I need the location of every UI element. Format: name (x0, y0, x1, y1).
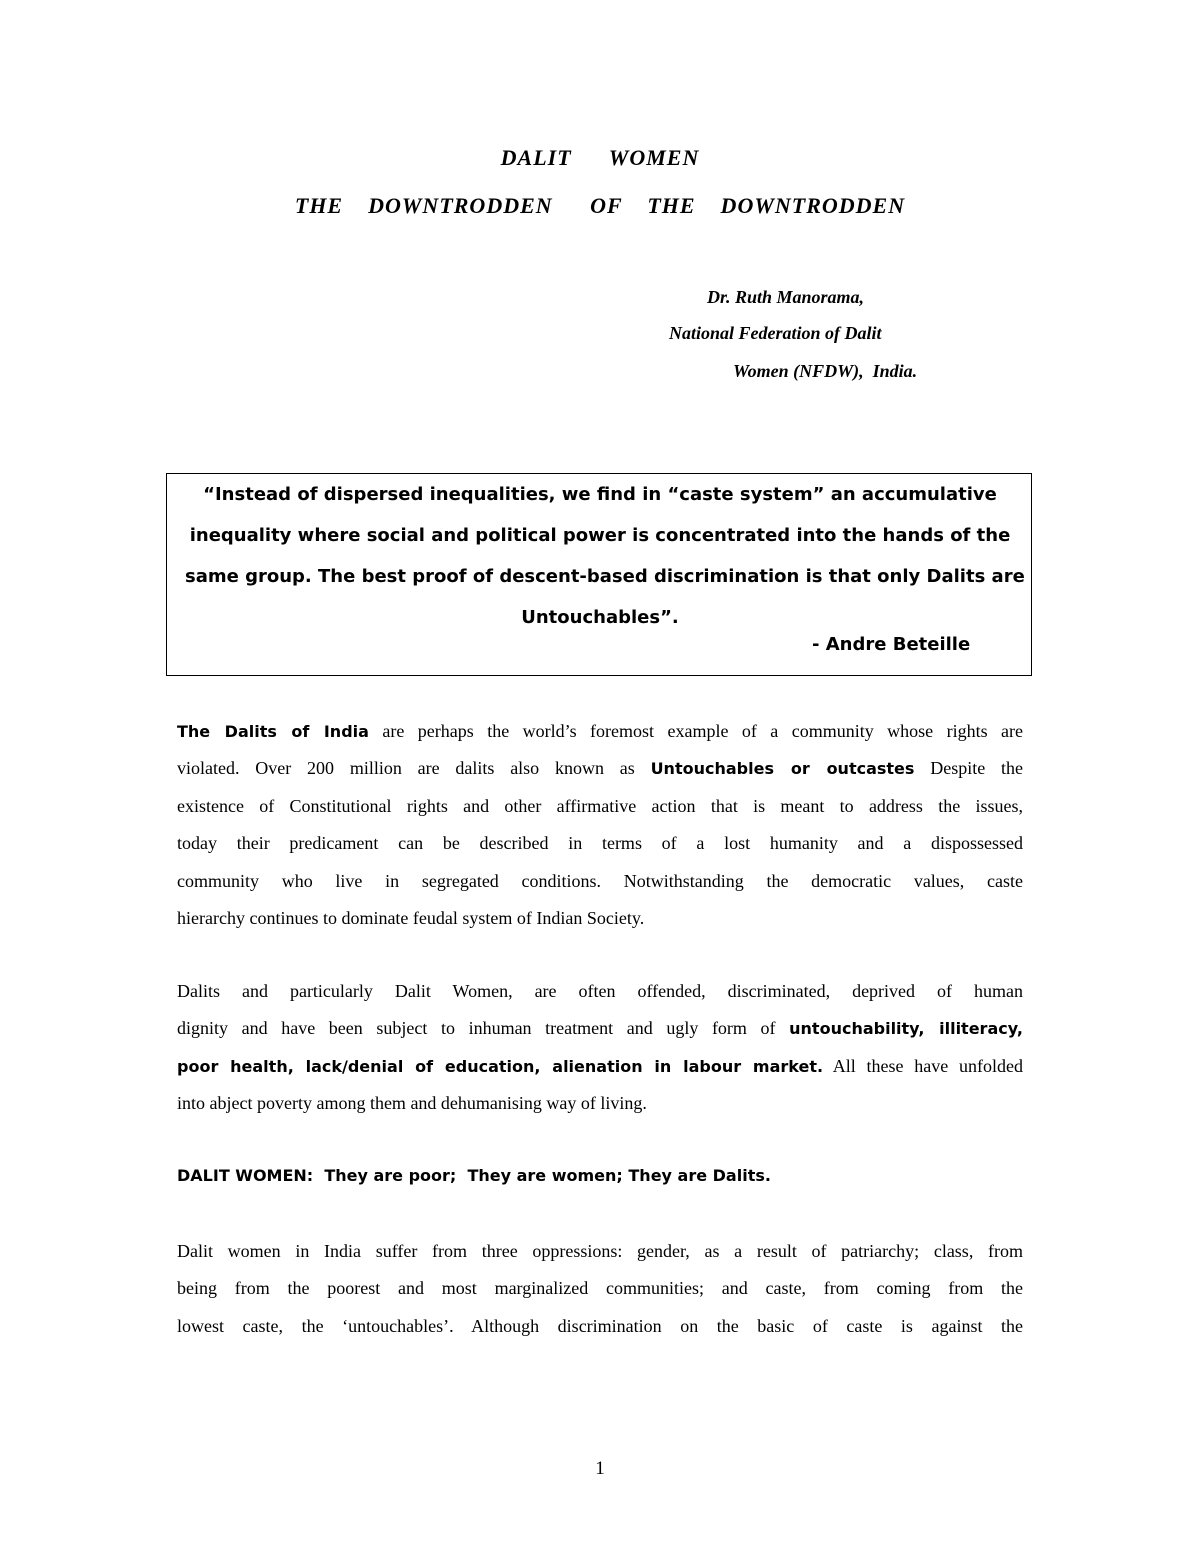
author-organization-line2: Women (NFDW), India. (733, 361, 918, 381)
bold-phrase: poor health, lack/denial of education, alienation in labour market. (177, 1056, 824, 1076)
paragraph-line: today their predicament can be described in terms of a lost humanity and a dispossessed (177, 833, 1023, 854)
paragraph-line: existence of Constitutional rights and other affirmative action that is meant to address the issues, (177, 795, 1023, 816)
epigraph-quote-text (167, 474, 1033, 638)
paragraph-line: lowest caste, the ‘untouchables’. Although discrimination on the basic of caste is against the (177, 1315, 1023, 1336)
quote-line: “Instead of dispersed inequalities, we find in “caste system” an accumulative (203, 484, 997, 505)
paragraph-line: violated. Over 200 million are dalits also known as Untouchables or outcastes Despite the (177, 758, 1023, 779)
paragraph-dalits-of-india (177, 713, 1023, 937)
quote-line: Untouchables”. (521, 607, 679, 628)
bold-phrase: untouchability, illiteracy, (789, 1019, 1023, 1039)
document-title-line1: DALIT WOMEN (500, 145, 700, 170)
document-title-line2: THE DOWNTRODDEN OF THE DOWNTRODDEN (294, 193, 906, 218)
paragraph-line: into abject poverty among them and dehumanising way of living. (177, 1093, 647, 1114)
quote-line: inequality where social and political power is concentrated into the hands of the (189, 525, 1011, 546)
paragraph-three-oppressions (177, 1233, 1023, 1345)
paragraph-line: hierarchy continues to dominate feudal system of Indian Society. (177, 907, 645, 928)
paragraph-line: Dalit women in India suffer from three oppressions: gender, as a result of patriarchy; class, from (177, 1241, 1023, 1261)
author-name: Dr. Ruth Manorama, (707, 287, 865, 307)
paragraph-line: poor health, lack/denial of education, alienation in labour market. All these have unfolded (177, 1055, 1023, 1076)
quote-attribution: - Andre Beteille (812, 634, 971, 655)
bold-phrase: Untouchables or outcastes (650, 759, 915, 779)
bold-phrase: The Dalits of India (177, 722, 369, 741)
paragraph-line: The Dalits of India are perhaps the world’s foremost example of a community whose rights are (177, 721, 1024, 741)
paragraph-line: community who live in segregated conditions. Notwithstanding the democratic values, caste (177, 870, 1023, 891)
quote-line: same group. The best proof of descent-based discrimination is that only Dalits are (185, 566, 1025, 587)
paragraph-line: dignity and have been subject to inhuman treatment and ugly form of untouchability, illiteracy, (177, 1018, 1023, 1039)
paragraph-dalit-women-discrimination (177, 973, 1023, 1123)
page-number: 1 (595, 1458, 605, 1479)
section-heading: DALIT WOMEN: They are poor; They are women; They are Dalits. (177, 1166, 771, 1185)
paragraph-line: being from the poorest and most marginalized communities; and caste, from coming from the (177, 1278, 1023, 1299)
author-organization-line1: National Federation of Dalit (669, 323, 882, 343)
paragraph-line: Dalits and particularly Dalit Women, are often offended, discriminated, deprived of human (177, 981, 1023, 1001)
